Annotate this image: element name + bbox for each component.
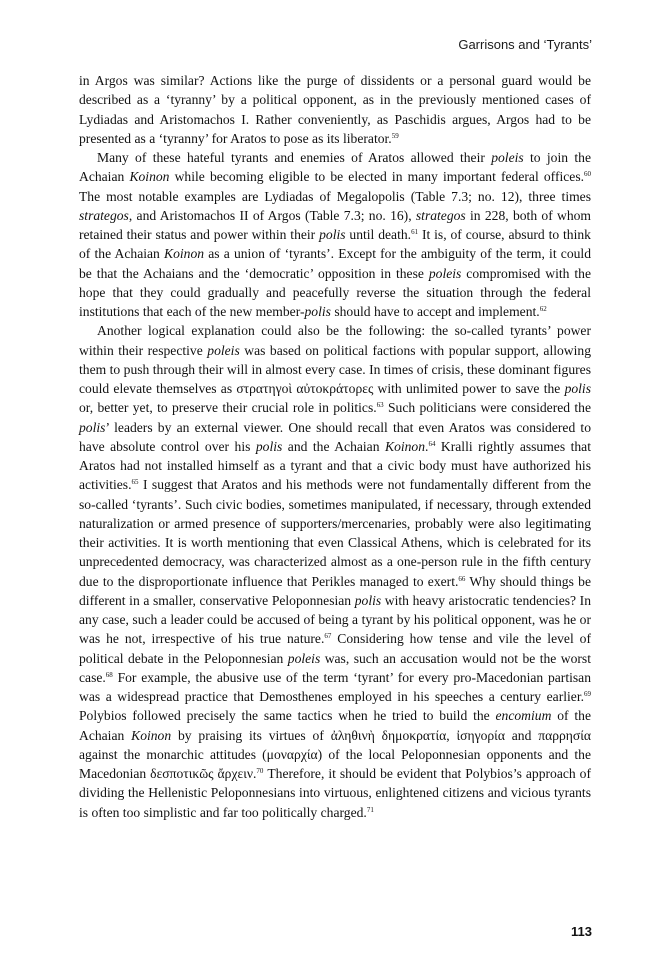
italic-term: Koinon [164, 246, 205, 262]
footnote-marker: 71 [366, 805, 374, 814]
text-run: It is, of course, absurd to think of the Achaian [79, 227, 591, 262]
italic-term: polis [354, 592, 382, 608]
italic-term: polis [564, 381, 591, 396]
text-run: I suggest that Aratos and his methods were not fundamentally different from the so-called ‘tyrants’. Such civic bodies, sometimes manipulated, if necessary, through extended naturalization or armed presence of supporters/mercenaries, probably were also legitimating their activities. It is worth mentioning that even Classical Athens, which is celebrated for its unprecedented democracy, was characterized almost as a one-person rule in the fifth century due to the disproportionate influence that Perikles managed to exert. [79, 477, 591, 589]
text-run: For example, the abusive use of the term ‘tyrant’ for every pro-Macedonian partisan was a widespread practice that Demosthenes employed in his speeches a century earlier. [79, 669, 591, 704]
text-run: . [425, 438, 429, 454]
text-run: to join the Achaian [79, 150, 591, 185]
italic-term: Koinon [131, 727, 172, 743]
text-run: should have to accept and implement. [330, 304, 540, 319]
text-run: of the Achaian [79, 708, 591, 743]
text-run: was, such an accusation would not be the worst case. [79, 650, 591, 685]
text-run: with heavy aristocratic tendencies? In any case, such a leader could be accused of being a tyrant by his political opponent, was he or was he not, irrespective of his true nature. [79, 592, 592, 647]
body-text [79, 71, 591, 822]
text-run: as a union of ‘tyrants’. Except for the ambiguity of the term, it could be that the Achaians and the ‘democratic’ opposition in these [79, 246, 591, 281]
text-run: Another logical explanation could also be the following: the so-called tyrants’ power within their respective [79, 323, 591, 358]
text-run: The most notable examples are Lydiadas of Megalopolis (Table 7.3; no. 12), three times [79, 188, 591, 204]
italic-term: Koinon [385, 438, 426, 454]
text-run: while becoming eligible to be elected in many important federal offices. [169, 169, 585, 185]
text-run: Such politicians were considered the [383, 400, 591, 416]
italic-term: Koinon [129, 169, 170, 185]
paragraph [79, 71, 591, 148]
text-run: Therefore, it should be evident that Polybios’s approach of dividing the Hellenistic Peloponnesians into virtuous, enlightened citizens and vicious tyrants is often too simplistic and far too politically charged. [79, 766, 591, 820]
footnote-marker: 65 [131, 478, 139, 487]
text-run: in Argos was similar? Actions like the purge of dissidents or a personal guard would be described as a ‘tyranny’ by a political opponent, as in the previously mentioned cases of Lydiadas and Aristomachos I. Rather conveniently, as Paschidis argues, Argos had to be presented as a ‘tyranny’ for Aratos to pose as its liberator. [79, 73, 591, 146]
footnote-marker: 66 [458, 574, 466, 583]
footnote-marker: 60 [584, 170, 592, 179]
page-number: 113 [571, 924, 592, 939]
text-run: by praising its virtues of ἀληθινὴ δημοκρατία, ἰσηγορία and παρρησία against the monarchic attitudes (μοναρχία) of the local Peloponnesian opponents and the Macedonian δεσποτικῶς ἄρχειν. [79, 727, 591, 781]
text-run: or, better yet, to preserve their crucial role in politics. [79, 400, 377, 416]
italic-term: poleis [207, 342, 240, 358]
text-run: ’ leaders by an external viewer. One should recall that even Aratos was considered to have absolute control over his [79, 419, 591, 454]
footnote-marker: 62 [539, 305, 547, 313]
footnote-marker: 59 [391, 131, 399, 140]
text-run: Many of these hateful tyrants and enemies of Aratos allowed their [97, 150, 492, 165]
paragraph [79, 148, 591, 321]
italic-term: poleis [428, 265, 462, 281]
italic-term: strategos [415, 207, 466, 223]
running-head: Garrisons and ‘Tyrants’ [458, 37, 592, 52]
text-run: in 228, both of whom retained their status and power within their [79, 207, 591, 242]
footnote-marker: 61 [411, 228, 419, 236]
italic-term: polis [79, 419, 106, 435]
footnote-marker: 68 [105, 670, 113, 679]
italic-term: poleis [287, 650, 321, 666]
italic-term: polis [304, 304, 331, 319]
text-run: and the Achaian [282, 438, 385, 454]
paragraph [79, 321, 591, 822]
text-run: Kralli rightly assumes that Aratos had not installed himself as a tyrant and that a civic body must have authorized his activities. [79, 438, 591, 493]
text-run: Polybios followed precisely the same tactics when he tried to build the [79, 708, 496, 724]
text-run: Why should things be different in a smaller, conservative Peloponnesian [79, 573, 591, 608]
footnote-marker: 70 [256, 767, 264, 775]
footnote-marker: 67 [324, 632, 332, 641]
italic-term: strategos [79, 207, 129, 223]
text-run: Considering how tense and vile the level of political debate in the Peloponnesian [79, 631, 591, 666]
italic-term: encomium [495, 708, 552, 724]
text-run: was based on political factions with popular support, allowing them to push through their will in almost every case. In times of crisis, these dominant figures could elevate themselves as στρατηγοὶ αὐτοκράτορες with unlimited power to save the [79, 342, 591, 396]
text-run: , and Aristomachos II of Argos (Table 7.3; no. 16), [128, 207, 416, 223]
italic-term: poleis [491, 150, 524, 165]
footnote-marker: 69 [584, 690, 591, 698]
text-run: until death. [345, 227, 412, 242]
italic-term: polis [319, 227, 346, 242]
text-run: compromised with the hope that they could gradually and peacefully reverse the situation through the federal institutions that each of the new member- [79, 265, 592, 319]
footnote-marker: 63 [376, 401, 384, 410]
italic-term: polis [255, 438, 283, 454]
footnote-marker: 64 [428, 439, 436, 448]
